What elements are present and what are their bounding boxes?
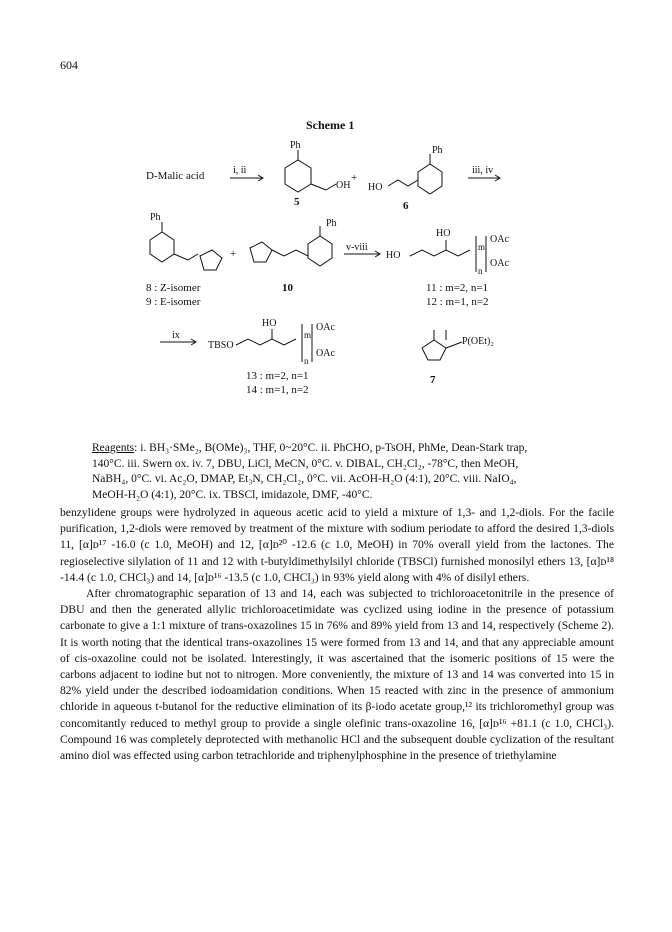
page-number: 604: [60, 58, 78, 72]
compound-13-label: 13 : m=2, n=1: [246, 370, 309, 382]
compound-7-ring: [422, 340, 446, 360]
compound-8-label: 8 : Z-isomer: [146, 282, 201, 294]
reaction-scheme: [0, 0, 672, 420]
acetate-label-13b: OAc: [316, 348, 335, 359]
body-text: [60, 505, 614, 764]
phenyl-label-10: Ph: [326, 218, 337, 229]
compound-5-ring: [285, 160, 311, 192]
phenyl-label-8: Ph: [150, 212, 161, 223]
m-index-13: m: [304, 330, 312, 340]
compound-10-lactone: [250, 242, 272, 262]
phenyl-label-5: Ph: [290, 140, 301, 151]
hydroxyl-label-13: HO: [262, 318, 277, 329]
compound-13-chain: [236, 339, 296, 345]
compound-7-number: 7: [430, 374, 436, 386]
reagents-heading: Reagents: [92, 442, 135, 454]
reagents-line-4: MeOH-H₂O (4:1), 20°C. ix. TBSCl, imidazole, DMF, -40°C.: [92, 488, 373, 501]
hydroxyl-label-6: HO: [368, 182, 383, 193]
n-index-13: n: [304, 356, 309, 366]
paragraph-1: benzylidene groups were hydrolyzed in aqueous acetic acid to yield a mixture of 1,3- and 1,2-diols. For the facile purification, 1,2-diols were removed by treatment of the mixture with sodium periodate to afford the desired 1,3-diols 11, [α]ᴅ¹⁷ -16.0 (c 1.0, MeOH) and 12, [α]ᴅ²⁰ -12.6 (c 1.0, MeOH) in 70% overall yield from the lactones. The regioselective silylation of 11 and 12 with t-butyldimethylsilyl chloride (TBSCl) furnished monosilyl ethers 13, [α]ᴅ¹⁸ -14.4 (c 1.0, CHCl₃) and 14, [α]ᴅ¹⁶ -13.5 (c 1.0, CHCl₃) in 93% yield along with 4% of disilyl ethers.: [60, 506, 614, 584]
scheme-drawing: [0, 0, 672, 420]
plus-sign-1: +: [351, 172, 358, 184]
compound-10-number: 10: [282, 282, 293, 294]
compound-12-label: 12 : m=1, n=2: [426, 296, 489, 308]
compound-10-ring: [308, 236, 332, 266]
hydroxyl-label-11b: HO: [436, 228, 451, 239]
reagents-line-2: 140°C. iii. Swern ox. iv. 7, DBU, LiCl, MeCN, 0°C. v. DIBAL, CH₂Cl₂, -78°C, then MeOH,: [92, 457, 519, 470]
compound-6-number: 6: [403, 200, 409, 212]
compound-8-lactone: [200, 250, 222, 270]
tbso-label: TBSO: [208, 340, 234, 351]
phenyl-label-6: Ph: [432, 145, 443, 156]
scheme-title: Scheme 1: [306, 118, 355, 132]
compound-9-label: 9 : E-isomer: [146, 296, 201, 308]
paragraph-2: After chromatographic separation of 13 and 14, each was subjected to trichloroacetonitrile in the presence of DBU and then the generated allylic trichloroacetimidate was cyclized using iodine in the presence of potassium carbonate to give a 1:1 mixture of trans-oxazolines 15 in 76% and 89% yield from 13 and 14, respectively (Scheme 2). It is worth noting that the identical trans-oxazolines 15 were formed from 13 and 14, and that any appreciable amount of cis-oxazoline could not be isolated. Interestingly, it was ascertained that the isomeric positions of 15 were the carbons adjacent to iodine but not to nitrogen. More conveniently, the mixture of 13 and 14 was converted into 15 in 82% yield under the described iodoamidation conditions. When 15 reacted with zinc in the presence of ammonium chloride in aqueous t-butanol for the reductive elimination of its β-iodo acetate group,¹² its trichloromethyl group was concomitantly reduced to methyl group to provide a single olefinic trans-oxazoline 16, [α]ᴅ¹⁶ +81.1 (c 1.0, CHCl₃). Compound 16 was completely deprotected with methanolic HCl and the subsequent double cyclization of the resultant amino diol was effected using carbon tetrachloride and triphenylphosphine in the presence of triethylamine: [60, 587, 614, 763]
compound-11-label: 11 : m=2, n=1: [426, 282, 489, 294]
step1-label: i, ii: [233, 165, 247, 176]
step2-label: iii, iv: [472, 165, 494, 176]
reagents-block: [92, 441, 612, 503]
reagents-line-1: : i. BH₃·SMe₂, B(OMe)₃, THF, 0~20°C. ii. PhCHO, p-TsOH, PhMe, Dean-Stark trap,: [134, 442, 528, 454]
compound-8-ring: [150, 232, 174, 262]
hydroxyl-label-11a: HO: [386, 250, 401, 261]
compound-11-chain: [410, 250, 470, 256]
plus-sign-2: +: [230, 248, 237, 260]
phosphonate-label: P(OEt)₂: [462, 336, 494, 347]
acetate-label-11b: OAc: [490, 258, 509, 269]
acetate-label-13a: OAc: [316, 322, 335, 333]
hydroxyl-label-5: OH: [336, 180, 351, 191]
compound-5-number: 5: [294, 196, 300, 208]
start-material-label: D-Malic acid: [146, 170, 205, 182]
step3-label: v-viii: [346, 242, 368, 253]
compound-14-label: 14 : m=1, n=2: [246, 384, 309, 396]
compound-6-chain: [388, 180, 418, 186]
m-index-11: m: [478, 242, 486, 252]
acetate-label-11a: OAc: [490, 234, 509, 245]
reagents-line-3: NaBH₄, 0°C. vi. Ac₂O, DMAP, Et₃N, CH₂Cl₂, 0°C. vii. AcOH-H₂O (4:1), 20°C. viii. NaIO₄,: [92, 473, 517, 485]
compound-6-ring: [418, 164, 442, 194]
step4-label: ix: [172, 330, 180, 341]
n-index-11: n: [478, 266, 483, 276]
